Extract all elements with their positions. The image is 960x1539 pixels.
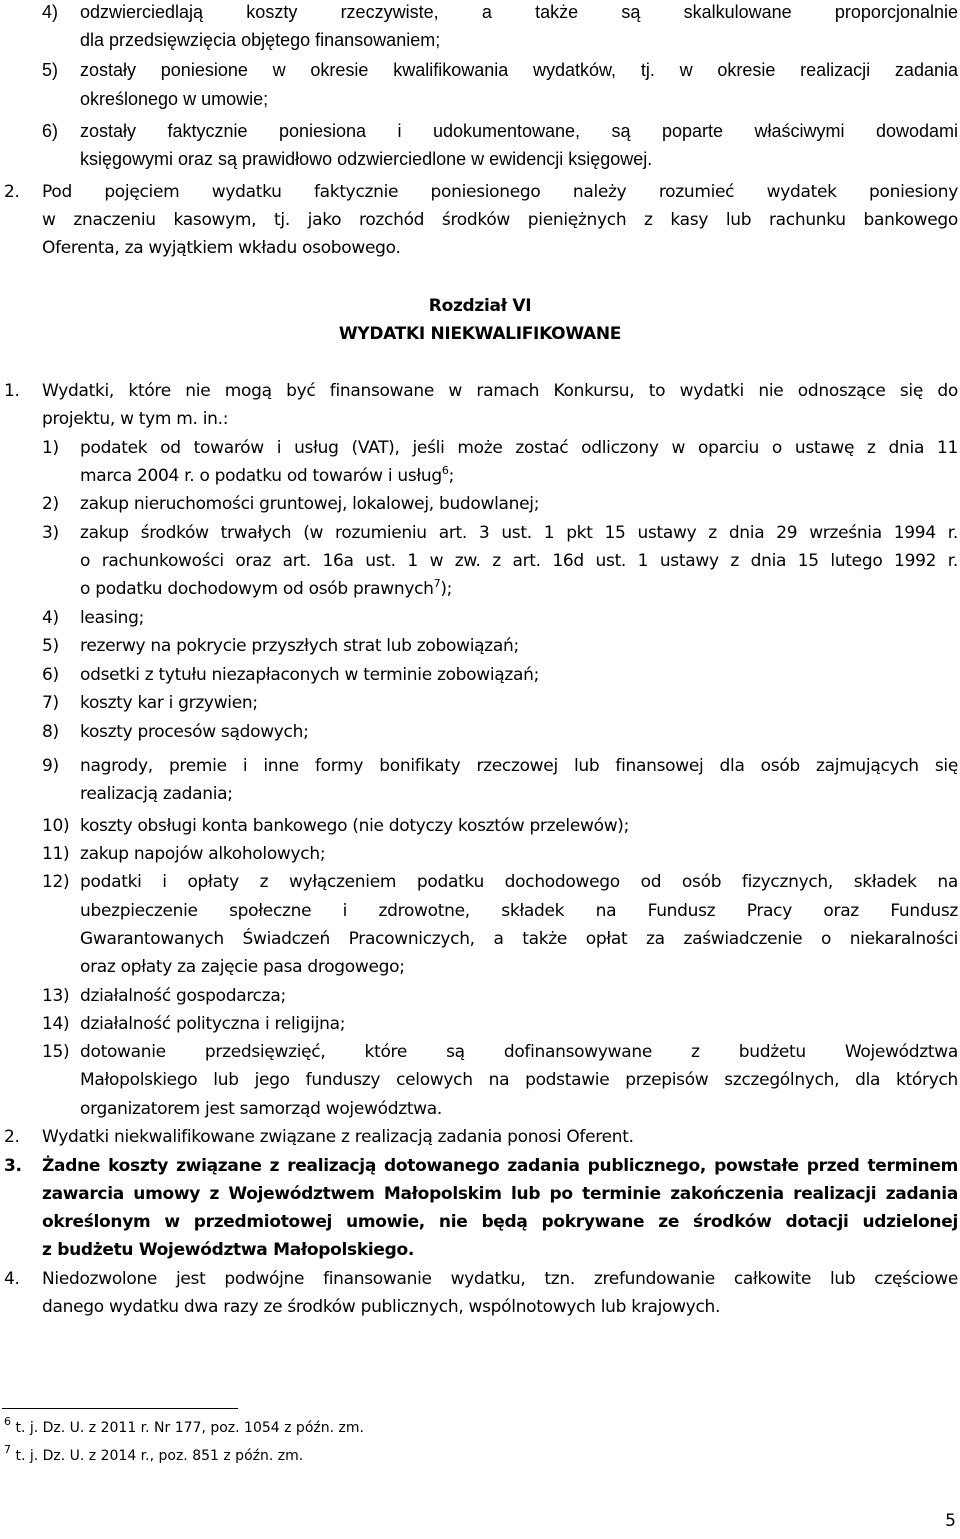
list-item-text: o rachunkowości oraz art. 16a ust. 1 w zw. z art. 16d ust. 1 ustawy z dnia 15 lutego 1992 r.: [80, 551, 958, 571]
list-item-text: odsetki z tytułu niezapłaconych w terminie zobowiązań;: [80, 665, 540, 685]
footnote-mark: 6: [4, 1415, 11, 1428]
list-number: 7): [42, 693, 59, 713]
list-item-text: oraz opłaty za zajęcie pasa drogowego;: [80, 957, 405, 977]
list-number: 11): [42, 844, 70, 864]
list-item-text: działalność polityczna i religijna;: [80, 1014, 346, 1034]
list-item-text: zakup nieruchomości gruntowej, lokalowej, budowlanej;: [80, 494, 540, 514]
section-text: Wydatki, które nie mogą być finansowane w ramach Konkursu, to wydatki nie odnoszące się do: [42, 381, 958, 401]
section-text: Wydatki niekwalifikowane związane z realizacją zadania ponosi Oferent.: [42, 1127, 634, 1147]
section-text: określonym w przedmiotowej umowie, nie będą pokrywane ze środków dotacji udzielonej: [42, 1212, 958, 1232]
paragraph-text: Pod pojęciem wydatku faktycznie poniesionego należy rozumieć wydatek poniesiony: [42, 182, 958, 202]
section-text: danego wydatku dwa razy ze środków publicznych, wspólnotowych lub krajowych.: [42, 1297, 721, 1317]
footnote-6: $^6$ t. j. Dz. U. z 2011 r. Nr 177, poz. 1054 z późn. zm.: [4, 1415, 364, 1436]
list-item-text: zostały faktycznie poniesiona i udokumentowane, są poparte właściwymi dowodami: [80, 121, 958, 141]
list-number: 14): [42, 1014, 70, 1034]
section-text: Niedozwolone jest podwójne finansowanie wydatku, tzn. zrefundowanie całkowite lub częściowe: [42, 1269, 958, 1289]
list-item-text: dotowanie przedsięwzięć, które są dofinansowywane z budżetu Województwa: [80, 1042, 958, 1062]
section-number: 3.: [4, 1156, 22, 1176]
section-text: zawarcia umowy z Województwem Małopolskim lub po terminie zakończenia realizacji zadania: [42, 1184, 958, 1204]
footnote-7: $^7$ t. j. Dz. U. z 2014 r., poz. 851 z późn. zm.: [4, 1443, 304, 1464]
list-item-text: koszty obsługi konta bankowego (nie dotyczy kosztów przelewów);: [80, 816, 630, 836]
section-number: 2.: [4, 1127, 20, 1147]
list-item-text: odzwierciedlają koszty rzeczywiste, a także są skalkulowane proporcjonalnie: [80, 2, 958, 22]
list-number: 2): [42, 494, 59, 514]
list-number: 4): [42, 2, 59, 22]
list-item-text: marca 2004 r. o podatku od towarów i usług$^6$;: [80, 464, 455, 486]
section-number: 1.: [4, 381, 20, 401]
list-item-text: organizatorem jest samorząd województwa.: [80, 1099, 443, 1119]
list-item-text: nagrody, premie i inne formy bonifikaty rzeczowej lub finansowej dla osób zajmujących się: [80, 756, 958, 776]
list-number: 1): [42, 438, 59, 458]
list-item-text: ubezpieczenie społeczne i zdrowotne, składek na Fundusz Pracy oraz Fundusz: [80, 901, 958, 921]
footnote-ref: 7: [433, 577, 441, 590]
list-number: 8): [42, 722, 59, 742]
list-item-text: określonego w umowie;: [80, 89, 269, 109]
list-item-text: zakup napojów alkoholowych;: [80, 844, 326, 864]
section-number: 4.: [4, 1269, 20, 1289]
list-number: 4): [42, 608, 59, 628]
section-text: z budżetu Województwa Małopolskiego.: [42, 1240, 415, 1260]
list-number: 9): [42, 756, 59, 776]
footnote-divider: [2, 1408, 238, 1409]
paragraph-number: 2.: [4, 182, 20, 202]
list-item-text: zostały poniesione w okresie kwalifikowania wydatków, tj. w okresie realizacji zadania: [80, 60, 958, 80]
list-number: 5): [42, 636, 59, 656]
list-number: 6): [42, 121, 59, 141]
list-item-text: zakup środków trwałych (w rozumieniu art. 3 ust. 1 pkt 15 ustawy z dnia 29 września 1994 r.: [80, 523, 958, 543]
list-item-text: rezerwy na pokrycie przyszłych strat lub zobowiązań;: [80, 636, 519, 656]
list-item-text: podatek od towarów i usług (VAT), jeśli może zostać odliczony w oparciu o ustawę z dnia 11: [80, 438, 958, 458]
list-item-text: koszty procesów sądowych;: [80, 722, 309, 742]
list-number: 6): [42, 665, 59, 685]
footnote-ref: 6: [441, 464, 449, 477]
list-number: 12): [42, 872, 70, 892]
list-item-text: Małopolskiego lub jego funduszy celowych na podstawie przepisów szczególnych, dla których: [80, 1070, 958, 1090]
paragraph-text: Oferenta, za wyjątkiem wkładu osobowego.: [42, 238, 401, 258]
list-item-text: księgowymi oraz są prawidłowo odzwierciedlone w ewidencji księgowej.: [80, 149, 653, 169]
chapter-number: Rozdział VI: [428, 296, 532, 316]
list-item-text: działalność gospodarcza;: [80, 986, 286, 1006]
list-number: 5): [42, 60, 59, 80]
list-item-text: dla przedsięwzięcia objętego finansowaniem;: [80, 30, 441, 50]
page-number: 5: [945, 1511, 956, 1531]
list-number: 13): [42, 986, 70, 1006]
section-text: Żadne koszty związane z realizacją dotowanego zadania publicznego, powstałe przed terminem: [42, 1156, 958, 1176]
section-text: projektu, w tym m. in.:: [42, 409, 229, 429]
paragraph-text: w znaczeniu kasowym, tj. jako rozchód środków pieniężnych z kasy lub rachunku bankowego: [42, 210, 958, 230]
list-item-text: leasing;: [80, 608, 145, 628]
list-item-text: realizacją zadania;: [80, 784, 233, 804]
list-number: 3): [42, 523, 59, 543]
list-item-text: koszty kar i grzywien;: [80, 693, 258, 713]
chapter-title: WYDATKI NIEKWALIFIKOWANE: [338, 324, 622, 344]
list-number: 15): [42, 1042, 70, 1062]
list-number: 10): [42, 816, 70, 836]
list-item-text: Gwarantowanych Świadczeń Pracowniczych, a także opłat za zaświadczenie o niekaralności: [80, 929, 958, 949]
list-item-text: podatki i opłaty z wyłączeniem podatku dochodowego od osób fizycznych, składek na: [80, 872, 958, 892]
list-item-text: o podatku dochodowym od osób prawnych$^7$);: [80, 577, 453, 599]
footnote-mark: 7: [4, 1443, 11, 1456]
